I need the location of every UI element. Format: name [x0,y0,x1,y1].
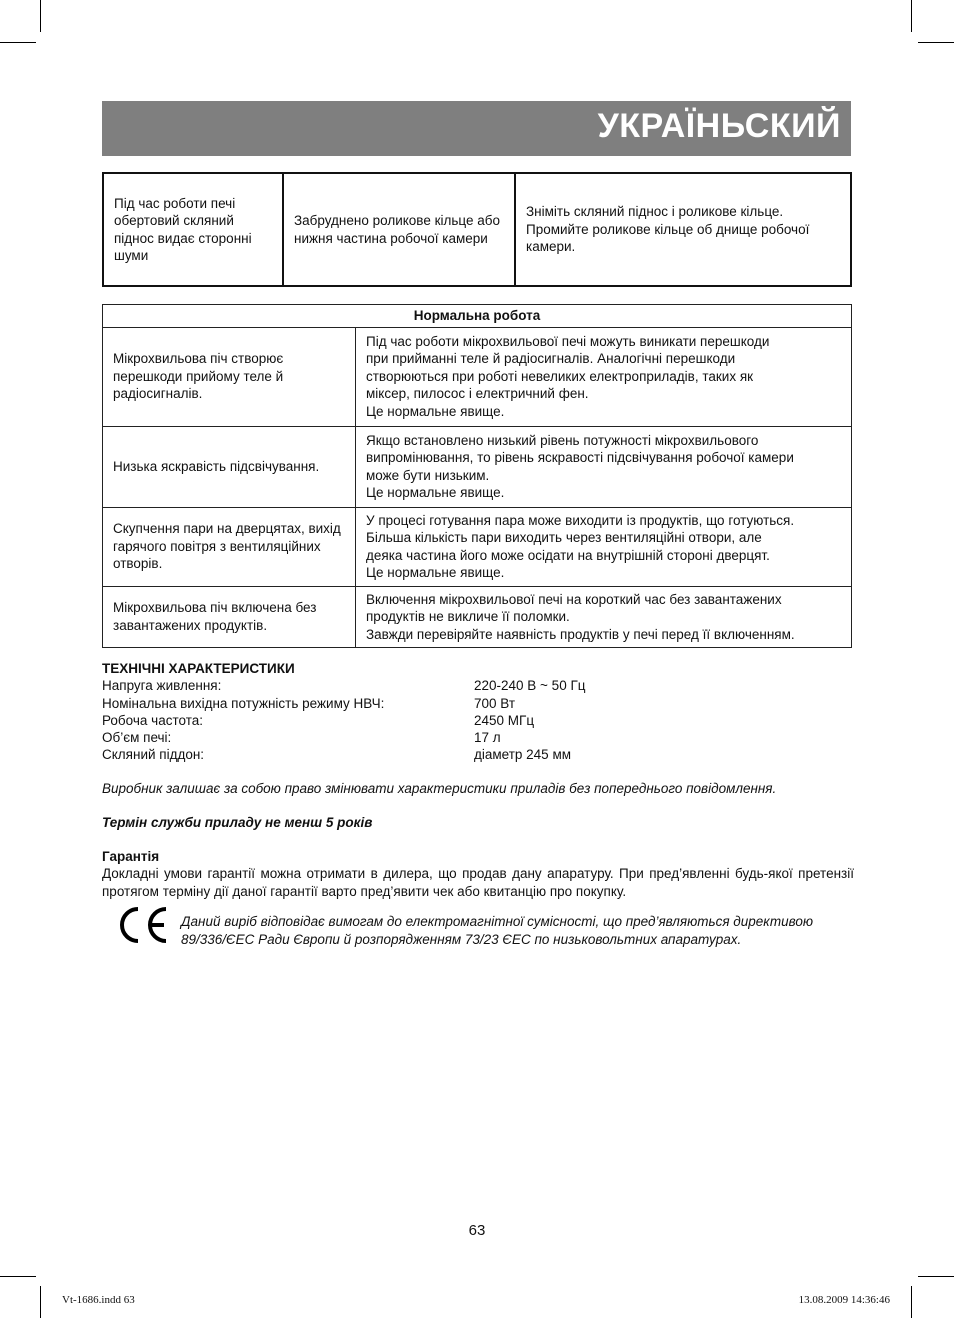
spec-row [102,677,852,694]
warranty-text: Докладні умови гарантії можна отримати в дилера, що продав дану апаратуру. При пред’явленні будь-якої претензії протягом терміну дії даної гарантії варто пред’явити чек або квитанцію про покупку. [102,866,854,899]
spec-row [102,712,852,729]
page-number: 63 [468,1222,486,1239]
crop-mark [911,0,912,32]
symptom-cell: Мікрохвильова піч включена без завантажених продуктів. [103,586,356,648]
table-row [103,173,851,286]
solution-cell: Зніміть скляний піднос і роликове кільце. Промийте роликове кільце об днище робочої камери. [515,173,851,286]
spec-label: Об’єм печі: [102,730,172,746]
normal-operation-table [102,304,852,648]
crop-mark [911,1286,912,1318]
problem-cell: Під час роботи печі обертовий скляний піднос видає сторонні шуми [103,173,283,286]
spec-label: Напруга живлення: [102,678,222,694]
crop-mark [40,1286,41,1318]
spec-value: 2450 МГц [474,712,535,728]
warranty-section [102,848,854,900]
footer-file-info: Vt-1686.indd 63 [62,1294,135,1306]
symptom-cell: Скупчення пари на дверцятах, вихід гарячого повітря з вентиляційних отворів. [103,507,356,586]
table-row [103,327,852,426]
specs-title: ТЕХНІЧНІ ХАРАКТЕРИСТИКИ [102,661,295,676]
table-row [103,586,852,648]
spec-value: 220-240 В ~ 50 Гц [474,678,586,694]
symptom-cell: Мікрохвильова піч створює перешкоди прийому теле й радіосигналів. [103,327,356,426]
spec-row [102,729,852,746]
footer-datetime: 13.08.2009 14:36:46 [798,1294,890,1306]
crop-mark [918,42,954,43]
page-title: УКРАЇНЬСКИЙ [597,107,841,145]
explanation-cell: Якщо встановлено низький рівень потужності мікрохвильового випромінювання, то рівень яскравості підсвічування робочої камери може бути низьким. Це нормальне явище. [356,426,852,507]
symptom-cell: Низька яскравість підсвічування. [103,426,356,507]
table-row [103,507,852,586]
crop-mark [0,1276,36,1277]
manufacturer-disclaimer: Виробник залишає за собою право змінювати характеристики приладів без попереднього повідомлення. [102,781,777,796]
spec-row [102,746,852,763]
table-header-row [103,305,852,328]
table-row [103,426,852,507]
spec-label: Номінальна вихідна потужність режиму НВЧ: [102,695,385,711]
crop-mark [40,0,41,32]
explanation-cell: У процесі готування пара може виходити із продуктів, що готуються. Більша кількість пари виходить через вентиляційні отвори, але деяка частина його може осідати на внутрішній стороні дверцят. Це нормальне явище. [356,507,852,586]
crop-mark [918,1276,954,1277]
service-life-note: Термін служби приладу не менш 5 років [102,815,373,830]
table-header: Нормальна робота [103,305,852,328]
explanation-cell: Включення мікрохвильової печі на короткий час без завантажених продуктів не викличе її поломки. Завжди перевіряйте наявність продуктів у печі перед її включенням. [356,586,852,648]
troubleshooting-table [102,172,852,287]
technical-specifications [102,660,852,764]
spec-label: Скляний піддон: [102,747,205,763]
spec-label: Робоча частота: [102,712,203,728]
language-header-bar [102,101,851,156]
explanation-cell: Під час роботи мікрохвильової печі можуть виникати перешкоди при прийманні теле й радіосигналів. Аналогічні перешкоди створюються при роботі невеликих електроприладів, таких як міксер, пилосос і електричний фен. Це нормальне явище. [356,327,852,426]
ce-mark-icon [118,905,170,945]
spec-value: діаметр 245 мм [474,747,572,763]
spec-row [102,695,852,712]
spec-value: 17 л [474,730,501,746]
crop-mark [0,42,36,43]
cause-cell: Забруднено роликове кільце або нижня частина робочої камери [283,173,515,286]
spec-value: 700 Вт [474,695,516,711]
ce-compliance-text: Даний виріб відповідає вимогам до електромагнітної сумісності, що пред’являються директивою 89/336/ЄЕС Ради Європи й розпорядженням 73/23 ЄЕС по низьковольтних апаратурах. [181,914,813,947]
warranty-title: Гарантія [102,849,160,864]
